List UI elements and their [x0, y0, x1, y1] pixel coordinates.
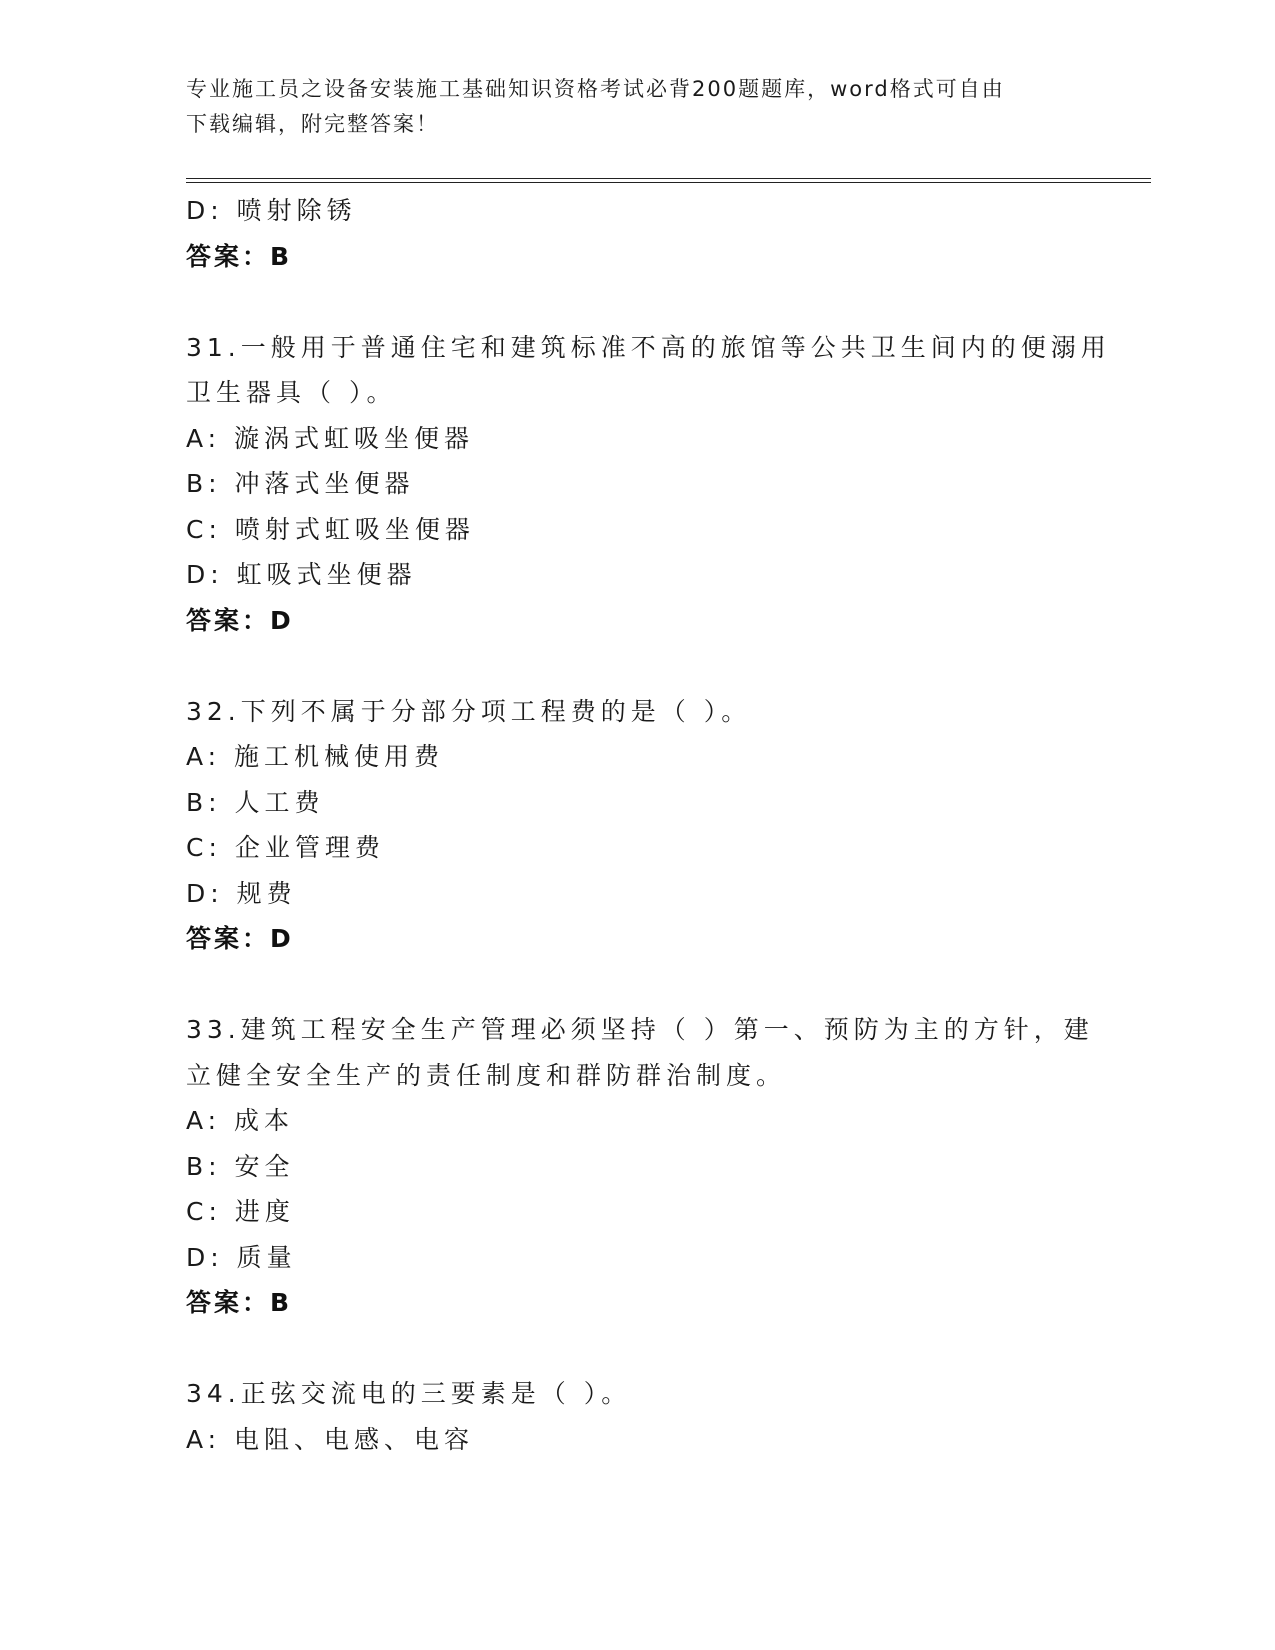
question-30-tail — [186, 188, 1086, 279]
option-c: C: 喷射式虹吸坐便器 — [186, 514, 475, 544]
question-31 — [186, 325, 1111, 644]
question-stem: 32.下列不属于分部分项工程费的是（ ）。 — [186, 696, 752, 726]
question-stem: 31.一般用于普通住宅和建筑标准不高的旅馆等公共卫生间内的便溺用 — [186, 332, 1111, 362]
option-b: B: 人工费 — [186, 787, 325, 817]
header-line-2: 下载编辑，附完整答案！ — [186, 112, 439, 136]
answer: 答案：D — [186, 605, 294, 635]
answer: 答案：D — [186, 924, 294, 953]
question-32 — [186, 689, 1086, 962]
option-a: A: 施工机械使用费 — [186, 742, 445, 771]
answer: 答案：B — [186, 241, 293, 271]
option-a: A: 漩涡式虹吸坐便器 — [186, 423, 475, 453]
option-c: C: 企业管理费 — [186, 833, 385, 862]
option-c: C: 进度 — [186, 1197, 295, 1226]
question-33 — [186, 1007, 1094, 1326]
header-divider-bottom — [186, 182, 1151, 183]
option-d: D: 规费 — [186, 878, 297, 908]
question-stem: 立健全安全生产的责任制度和群防群治制度。 — [186, 1060, 787, 1090]
option-b: B: 安全 — [186, 1151, 295, 1181]
question-stem: 33.建筑工程安全生产管理必须坚持（ ）第一、预防为主的方针，建 — [186, 1015, 1094, 1044]
option-a: A: 成本 — [186, 1106, 295, 1135]
option-d: D: 质量 — [186, 1242, 297, 1272]
header-line-1: 专业施工员之设备安装施工基础知识资格考试必背200题题库，word格式可自由 — [186, 77, 1005, 101]
question-34 — [186, 1371, 1086, 1462]
option-d: D: 虹吸式坐便器 — [186, 560, 417, 589]
header-divider-top — [186, 178, 1151, 179]
question-stem: 34.正弦交流电的三要素是（ ）。 — [186, 1379, 632, 1408]
answer: 答案：B — [186, 1288, 293, 1317]
option-a: A: 电阻、电感、电容 — [186, 1424, 475, 1454]
option-d: D: 喷射除锈 — [186, 196, 357, 225]
option-b: B: 冲落式坐便器 — [186, 469, 415, 498]
document-body — [186, 188, 1111, 1462]
document-header — [186, 72, 1086, 142]
question-stem: 卫生器具（ ）。 — [186, 378, 397, 407]
